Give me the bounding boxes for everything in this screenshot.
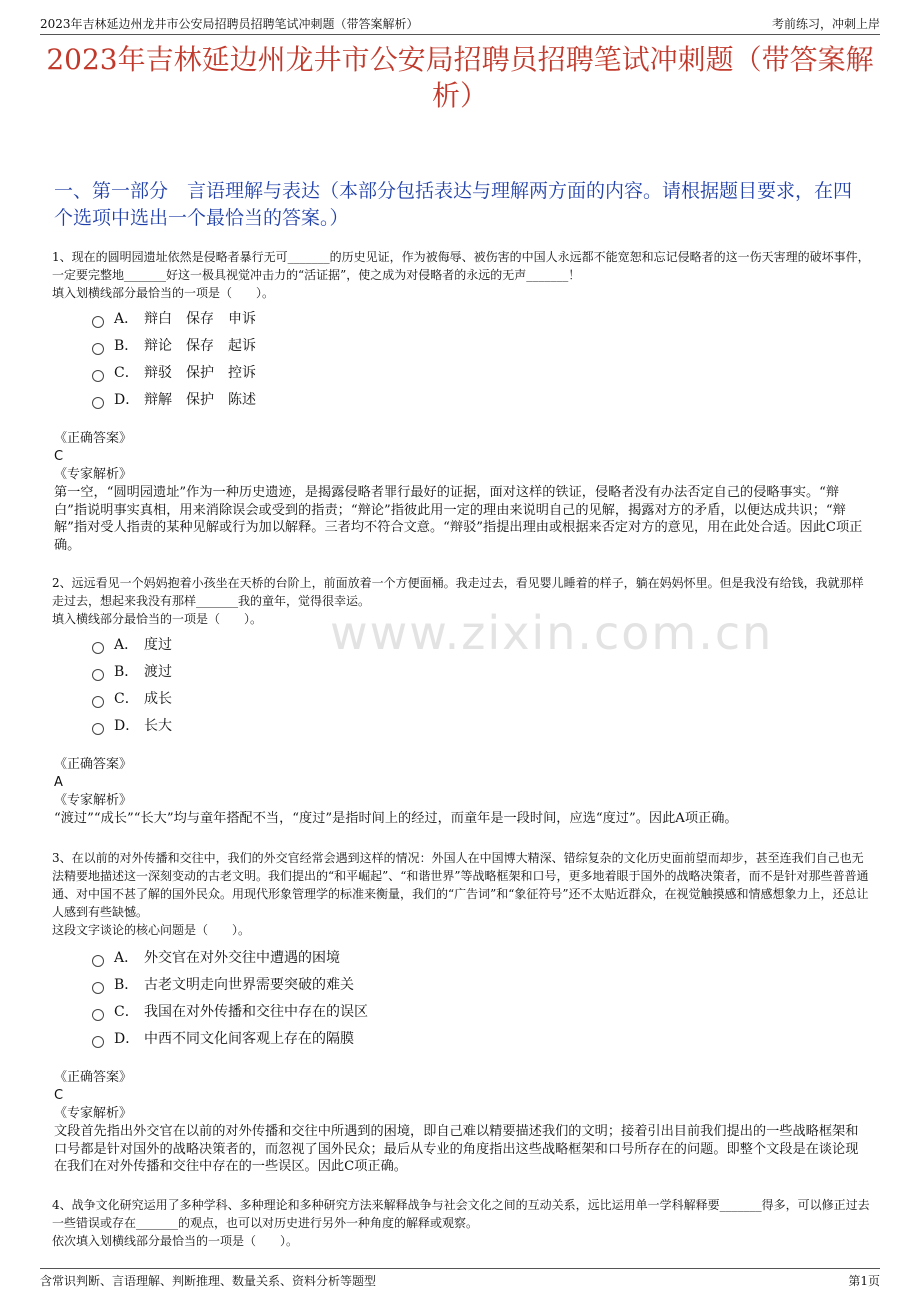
option-text: 度过 xyxy=(144,636,172,653)
analysis-text: 第一空，“圆明园遗址”作为一种历史遗迹，是揭露侵略者罪行最好的证据，面对这样的铁证，侵略者没有办法否定自己的侵略事实。“辩白”指说明事实真相，用来消除误会或受到的指责；“辩论”指彼此用一定的理由来说明自己的见解，揭露对方的矛盾，以便达成共识；“辩解”指对受人指责的某种见解或行为加以解释。三者均不符合文意。“辩驳”指提出理由或根据来否定对方的意见，用在此处合适。因此C项正确。 xyxy=(54,485,863,553)
header-slogan: 考前练习，冲刺上岸 xyxy=(771,17,880,31)
answer-label: 《正确答案》 xyxy=(54,431,133,446)
question-2 xyxy=(52,574,874,628)
option-d[interactable] xyxy=(92,385,256,412)
option-text: 中西不同文化间客观上存在的隔膜 xyxy=(144,1030,354,1047)
option-c[interactable] xyxy=(92,684,172,711)
radio-icon[interactable] xyxy=(92,723,104,735)
options-q3 xyxy=(92,943,368,1051)
option-b[interactable] xyxy=(92,657,172,684)
option-key: D． xyxy=(114,1030,140,1047)
analysis-label: 《专家解析》 xyxy=(54,793,133,808)
question-ask: 这段文字谈论的核心问题是（ ）。 xyxy=(52,923,251,937)
answer-block-q3 xyxy=(54,1069,868,1176)
page-title: 2023年吉林延边州龙井市公安局招聘员招聘笔试冲刺题（带答案解析） xyxy=(46,43,874,112)
radio-icon[interactable] xyxy=(92,397,104,409)
option-key: A． xyxy=(114,949,139,966)
radio-icon[interactable] xyxy=(92,982,104,994)
question-stem: 1、现在的圆明园遗址依然是侵略者暴行无可_______的历史见证，作为被侮辱、被伤害的中国人永远都不能宽恕和忘记侵略者的这一伤天害理的破坏事件，一定要完整地_______好这一极具视觉冲击力的“活证据”，使之成为对侵略者的永远的无声_______！ xyxy=(52,250,870,282)
radio-icon[interactable] xyxy=(92,955,104,967)
footer-note: 含常识判断、言语理解、判断推理、数量关系、资料分析等题型 xyxy=(40,1274,377,1288)
analysis-text: 文段首先指出外交官在以前的对外传播和交往中所遇到的困境，即自己难以精要描述我们的文明；接着引出目前我们提出的一些战略框架和口号都是针对国外的战略决策者的，而忽视了国外民众；最后从专业的角度指出这些战略框架和口号所存在的问题。即整个文段是在谈论现在我们在对外传播和交往中存在的一些误区。因此C项正确。 xyxy=(54,1124,859,1174)
option-text: 辩论 保存 起诉 xyxy=(144,337,256,354)
page-footer xyxy=(40,1268,880,1289)
analysis-label: 《专家解析》 xyxy=(54,1106,133,1121)
option-a[interactable] xyxy=(92,630,172,657)
radio-icon[interactable] xyxy=(92,343,104,355)
option-text: 辩白 保存 申诉 xyxy=(144,310,256,327)
option-key: B． xyxy=(114,976,139,993)
option-key: A． xyxy=(114,636,139,653)
option-key: D． xyxy=(114,717,140,734)
analysis-label: 《专家解析》 xyxy=(54,467,133,482)
answer-value: C xyxy=(54,1088,64,1103)
option-text: 辩驳 保护 控诉 xyxy=(144,364,256,381)
radio-icon[interactable] xyxy=(92,370,104,382)
option-b[interactable] xyxy=(92,970,368,997)
question-stem: 2、远远看见一个妈妈抱着小孩坐在天桥的台阶上，前面放着一个方便面桶。我走过去，看见婴儿睡着的样子，躺在妈妈怀里。但是我没有给钱，我就那样走过去，想起来我没有那样_______我的童年，觉得很幸运。 xyxy=(52,576,864,608)
page-number: 第1页 xyxy=(848,1274,880,1288)
radio-icon[interactable] xyxy=(92,642,104,654)
option-text: 外交官在对外交往中遭遇的困境 xyxy=(144,949,340,966)
option-text: 长大 xyxy=(144,717,172,734)
question-ask: 填入横线部分最恰当的一项是（ ）。 xyxy=(52,612,263,626)
radio-icon[interactable] xyxy=(92,696,104,708)
option-key: B． xyxy=(114,337,139,354)
radio-icon[interactable] xyxy=(92,1009,104,1021)
page-header xyxy=(40,10,880,35)
option-key: C． xyxy=(114,1003,139,1020)
question-1 xyxy=(52,248,874,302)
answer-value: C xyxy=(54,449,64,464)
question-ask: 填入划横线部分最恰当的一项是（ ）。 xyxy=(52,286,275,300)
options-q2 xyxy=(92,630,172,738)
question-stem: 4、战争文化研究运用了多种学科、多种理论和多种研究方法来解释战争与社会文化之间的互动关系，远比运用单一学科解释要_______得多，可以修正过去一些错误或存在_______的观点，也可以对历史进行另外一种角度的解释或观察。 xyxy=(52,1198,870,1230)
option-c[interactable] xyxy=(92,358,256,385)
answer-block-q1 xyxy=(54,430,868,554)
option-text: 辩解 保护 陈述 xyxy=(144,391,256,408)
option-d[interactable] xyxy=(92,711,172,738)
option-a[interactable] xyxy=(92,943,368,970)
answer-value: A xyxy=(54,775,63,790)
option-d[interactable] xyxy=(92,1024,368,1051)
option-text: 古老文明走向世界需要突破的难关 xyxy=(144,976,354,993)
radio-icon[interactable] xyxy=(92,669,104,681)
option-text: 成长 xyxy=(144,690,172,707)
option-c[interactable] xyxy=(92,997,368,1024)
header-doc-title: 2023年吉林延边州龙井市公安局招聘员招聘笔试冲刺题（带答案解析） xyxy=(40,17,419,31)
radio-icon[interactable] xyxy=(92,316,104,328)
answer-label: 《正确答案》 xyxy=(54,757,133,772)
question-3 xyxy=(52,849,874,939)
section-heading: 一、第一部分 言语理解与表达（本部分包括表达与理解两方面的内容。请根据题目要求，在四个选项中选出一个最恰当的答案。） xyxy=(54,180,853,229)
options-q1 xyxy=(92,304,256,412)
answer-block-q2 xyxy=(54,756,868,828)
option-key: C． xyxy=(114,364,139,381)
option-key: D． xyxy=(114,391,140,408)
answer-label: 《正确答案》 xyxy=(54,1070,133,1085)
option-key: B． xyxy=(114,663,139,680)
question-stem: 3、在以前的对外传播和交往中，我们的外交官经常会遇到这样的情况：外国人在中国博大精深、错综复杂的文化历史面前望而却步，甚至连我们自己也无法精要地描述这一深刻变动的古老文明。我们提出的“和平崛起”、“和谐世界”等战略框架和口号，更多地着眼于国外的战略决策者，而不是针对那些普普通通、对中国不甚了解的国外民众。用现代形象管理学的标准来衡量，我们的“广告词”和“象征符号”还不太贴近群众，在视觉触摸感和情感想象力上，还总让人感到有些缺憾。 xyxy=(52,851,869,919)
question-ask: 依次填入划横线部分最恰当的一项是（ ）。 xyxy=(52,1234,299,1248)
option-key: C． xyxy=(114,690,139,707)
watermark: www.zixin.com.cn xyxy=(330,606,774,660)
question-4 xyxy=(52,1196,874,1250)
option-a[interactable] xyxy=(92,304,256,331)
analysis-text: “渡过”“成长”“长大”均与童年搭配不当，“度过”是指时间上的经过，而童年是一段时间，应选“度过”。因此A项正确。 xyxy=(54,811,738,826)
option-text: 渡过 xyxy=(144,663,172,680)
radio-icon[interactable] xyxy=(92,1036,104,1048)
option-key: A． xyxy=(114,310,139,327)
option-b[interactable] xyxy=(92,331,256,358)
option-text: 我国在对外传播和交往中存在的误区 xyxy=(144,1003,368,1020)
